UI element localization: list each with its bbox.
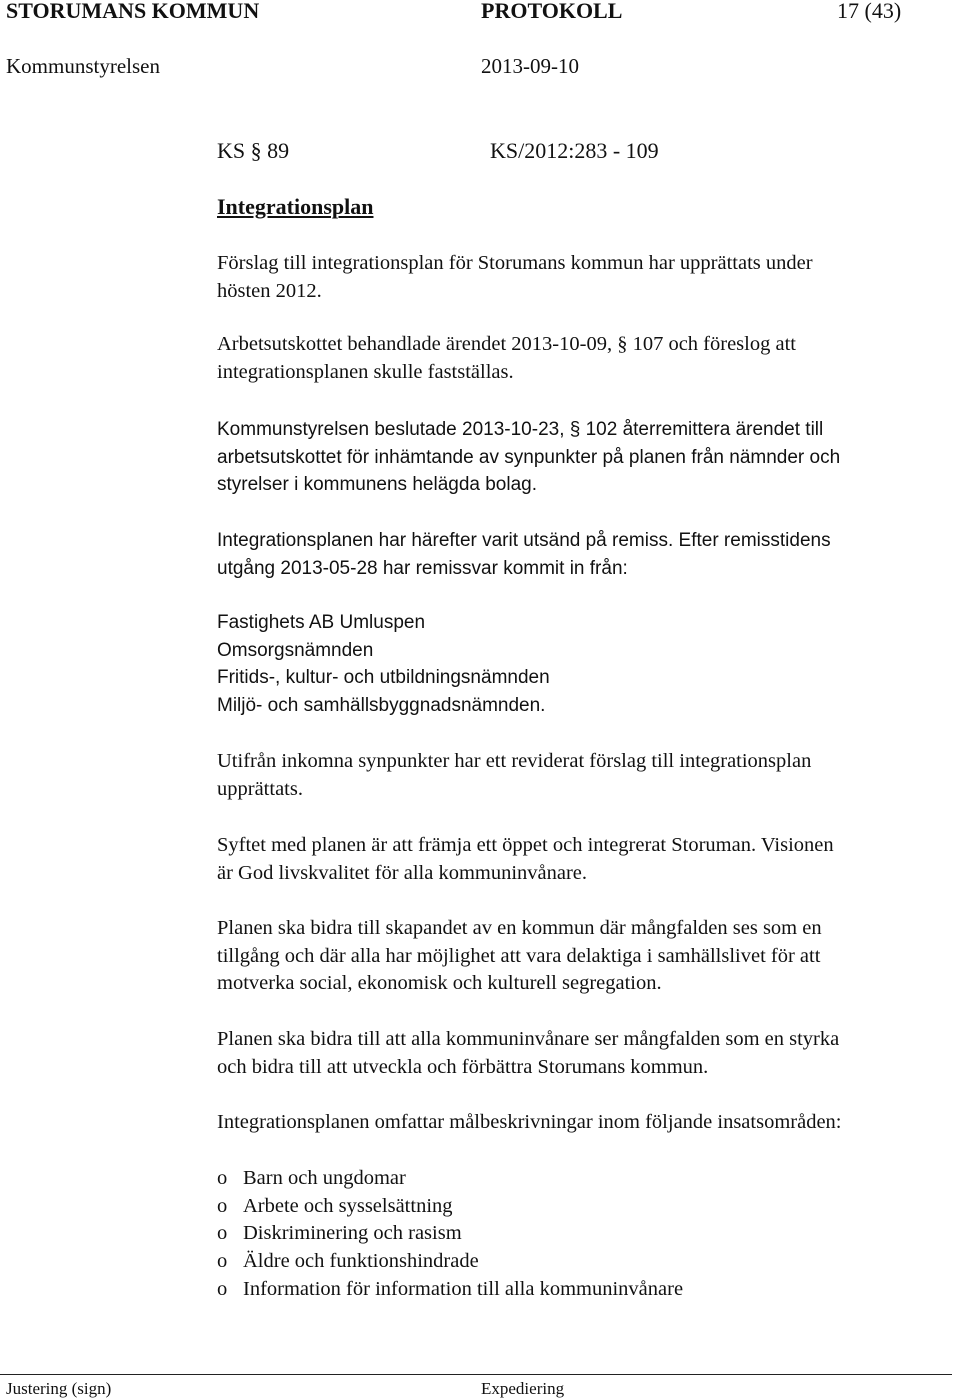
case-title: Integrationsplan [217, 194, 374, 219]
list-item: o Barn och ungdomar [217, 1165, 683, 1193]
paragraph: Arbetsutskottet behandlade ärendet 2013-10-09, § 107 och föreslog att integrationsplanen skulle fastställas. [217, 333, 796, 383]
footer-divider [0, 1374, 952, 1375]
header-page-number: 17 (43) [837, 0, 902, 23]
bullet-icon: o [217, 1250, 228, 1273]
bullet-icon: o [217, 1167, 228, 1189]
paragraph: Kommunstyrelsen beslutade 2013-10-23, § 102 återremittera ärendet till arbetsutskottet för inhämtande av synpunkter på planen från nämnder och styrelser i kommunens helägda bolag. [217, 419, 841, 495]
paragraph: Integrationsplanen omfattar målbeskrivningar inom följande insatsområden: [217, 1111, 842, 1133]
bullet-icon: o [217, 1194, 228, 1217]
list-item: o Äldre och funktionshindrade [217, 1248, 683, 1276]
list-item: o Diskriminering och rasism [217, 1220, 683, 1248]
paragraph: Integrationsplanen har härefter varit utsänd på remiss. Efter remisstidens utgång 2013-05-28 har remissvar kommit in från: [217, 530, 831, 579]
paragraph: Planen ska bidra till skapandet av en kommun där mångfalden ses som en tillgång och där alla har möjlighet att vara delaktiga i samhällslivet för att motverka social, ekonomisk och kulturell segregation. [217, 917, 822, 994]
list-item: o Information för information till alla kommuninvånare [217, 1276, 683, 1304]
header-doc-type: PROTOKOLL [481, 0, 623, 23]
paragraph: Förslag till integrationsplan för Storumans kommun har upprättats under hösten 2012. [217, 252, 813, 302]
header-body-name: Kommunstyrelsen [6, 54, 160, 78]
header-date: 2013-09-10 [481, 54, 579, 78]
bullet-icon: o [217, 1222, 228, 1245]
footer-distribution-label: Expediering [481, 1379, 565, 1398]
bullet-icon: o [217, 1277, 228, 1300]
focus-area-list [217, 1165, 683, 1304]
header-org: STORUMANS KOMMUN [6, 0, 260, 23]
case-ks-number: KS § 89 [217, 138, 290, 163]
list-item: o Arbete och sysselsättning [217, 1193, 683, 1221]
case-reference: KS/2012:283 - 109 [490, 138, 659, 163]
respondent-list: Fastighets AB Umluspen Omsorgsnämnden Fritids-, kultur- och utbildningsnämnden Miljö- och samhällsbyggnadsnämnden. [217, 612, 550, 716]
footer-signature-label: Justering (sign) [6, 1379, 112, 1398]
paragraph: Planen ska bidra till att alla kommuninvånare ser mångfalden som en styrka och bidra till att utveckla och förbättra Storumans kommun. [217, 1028, 840, 1078]
paragraph: Utifrån inkomna synpunkter har ett reviderat förslag till integrationsplan upprättats. [217, 750, 812, 800]
paragraph: Syftet med planen är att främja ett öppet och integrerat Storuman. Visionen är God livskvalitet för alla kommuninvånare. [217, 834, 834, 884]
